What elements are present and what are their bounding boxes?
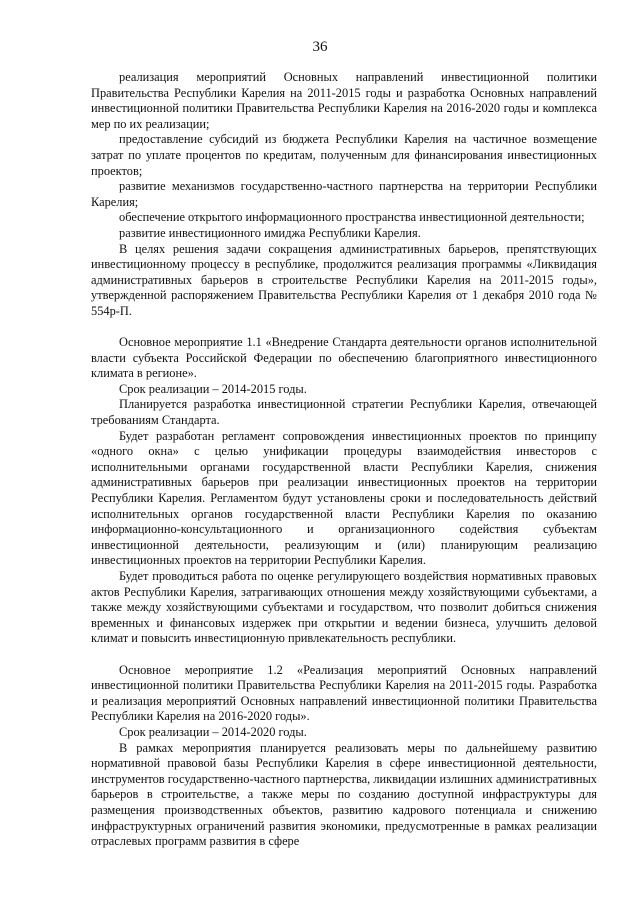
paragraph-measure-1-2-title: Основное мероприятие 1.2 «Реализация мероприятий Основных направлений инвестиционной политики Правительства Республики Карелия на 2011-2015 годы. Разработка и реализация мероприятий Основных направлений инвестиционной политики Правительства Республики Карелия на 2016-2020 годы». [91, 662, 597, 724]
body-text [91, 70, 597, 850]
paragraph-investment-strategy: Планируется разработка инвестиционной стратегии Республики Карелия, отвечающей требованиям Стандарта. [91, 397, 597, 428]
paragraph-subsidies: предоставление субсидий из бюджета Республики Карелия на частичное возмещение затрат по уплате процентов по кредитам, полученным для финансирования инвестиционных проектов; [91, 132, 597, 178]
paragraph-administrative-barriers: В целях решения задачи сокращения административных барьеров, препятствующих инвестиционному процессу в республике, продолжится реализация программы «Ликвидация административных барьеров в строительстве Республики Карелия на 2011-2015 годы», утвержденной распоряжением Правительства Республики Карелия от 1 декабря 2010 года № 554р-П. [91, 241, 597, 318]
paragraph-measure-1-1-title: Основное мероприятие 1.1 «Внедрение Стандарта деятельности органов исполнительной власти субъекта Российской Федерации по обеспечению благоприятного инвестиционного климата в регионе». [91, 335, 597, 381]
paragraph-public-private-partnership: развитие механизмов государственно-частного партнерства на территории Республики Карелия; [91, 179, 597, 209]
paragraph-measure-1-1-period: Срок реализации – 2014-2015 годы. [119, 381, 307, 396]
paragraph-one-window-regulation: Будет разработан регламент сопровождения инвестиционных проектов по принципу «одного окна» с целью унификации процедуры взаимодействия инвесторов с исполнительными органами государственной власти Республики Карелия, снижения административных барьеров при реализации инвестиционных проектов на территории Республики Карелия. Регламентом будут установлены сроки и последовательность действий исполнительных органов государственной власти Республики Карелия по оказанию информационно-консультационного и организационного содействия субъектам инвестиционной деятельности, реализующим и (или) планирующим реализацию инвестиционных проектов на территории Республики Карелия. [91, 428, 597, 568]
paragraph-investment-policy-measures: реализация мероприятий Основных направлений инвестиционной политики Правительства Республики Карелия на 2011-2015 годы и разработка Основных направлений инвестиционной политики Правительства Республики Карелия на 2016-2020 годы и комплекса мер по их реализации; [91, 70, 597, 131]
paragraph-regulatory-impact: Будет проводиться работа по оценке регулирующего воздействия нормативных правовых актов Республики Карелия, затрагивающих отношения между хозяйствующими субъектами, а также между хозяйствующими субъектами и государством, что позволит добиться снижения временных и финансовых издержек при открытии и ведении бизнеса, улучшить деловой климат и повысить инвестиционную привлекательность республики. [91, 569, 597, 646]
page-number: 36 [312, 39, 328, 55]
paragraph-measure-1-2-period: Срок реализации – 2014-2020 годы. [119, 724, 307, 739]
paragraph-information-space: обеспечение открытого информационного пространства инвестиционной деятельности; [119, 210, 585, 225]
paragraph-investment-image: развитие инвестиционного имиджа Республики Карелия. [119, 225, 421, 240]
paragraph-measure-1-2-description: В рамках мероприятия планируется реализовать меры по дальнейшему развитию нормативной правовой базы Республики Карелия в сфере инвестиционной деятельности, инструментов государственно-частного партнерства, ликвидации излишних административных барьеров в строительстве, а также меры по созданию доступной инфраструктуры для размещения производственных объектов, развитию кадрового потенциала и снижению инфраструктурных ограничений развития экономики, предусмотренные в рамках реализации отраслевых программ развития в сфере [91, 740, 597, 849]
